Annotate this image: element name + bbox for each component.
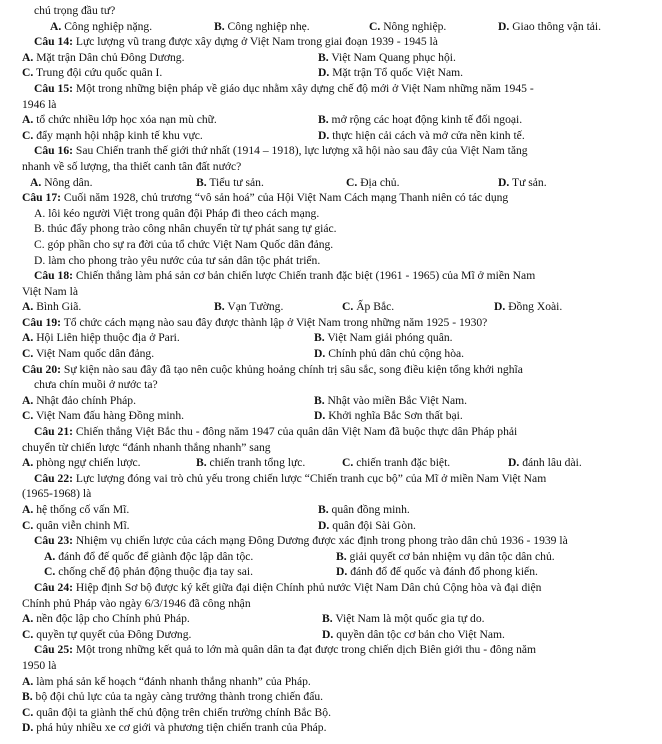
option-label: B. [336, 549, 347, 563]
option-label: A. [34, 206, 46, 220]
question-14-options-row2 [22, 65, 648, 81]
stem-text: Chính phủ Pháp vào ngày 6/3/1946 đã công nhận [22, 596, 251, 610]
question-16-stem [22, 143, 648, 159]
option-label: B. [318, 503, 329, 516]
question-20-stem-line2 [22, 377, 648, 393]
option-c: quân đội ta giành thế chủ động trên chiến trường chính Bắc Bộ. [36, 705, 331, 719]
question-14-stem [22, 34, 648, 50]
option-label: B. [214, 19, 225, 33]
option-a: lôi kéo người Việt trong quân đội Pháp đi theo cách mạng. [48, 206, 320, 220]
option-c: Trung đội cứu quốc quân I. [35, 66, 163, 80]
stem-text: Tổ chức cách mạng nào sau đây được thành lập ở Việt Nam trong những năm 1925 - 1930? [63, 315, 488, 329]
question-23-stem [22, 533, 648, 549]
question-24-stem [22, 580, 648, 596]
question-19-stem [22, 315, 648, 331]
option-label: D. [314, 347, 326, 361]
stem-text: 1946 là [22, 97, 57, 111]
option-a: nền độc lập cho Chính phủ Pháp. [36, 612, 190, 626]
option-label: B. [196, 175, 207, 189]
question-19-options-row2 [22, 346, 648, 362]
question-17-stem [22, 190, 648, 206]
option-label: D. [322, 627, 334, 641]
option-label: C. [34, 237, 45, 251]
question-25-stem-line2 [22, 658, 648, 674]
question-14-options-row1 [22, 50, 648, 66]
question-22-options-row2 [22, 518, 648, 534]
option-b: Nhật vào miền Bắc Việt Nam. [327, 393, 468, 407]
question-15-stem [22, 81, 648, 97]
option-d: phá hủy nhiều xe cơ giới và phương tiện chiến tranh của Pháp. [36, 721, 327, 735]
question-21-stem [22, 424, 648, 440]
option-b: Việt Nam giải phóng quân. [327, 331, 453, 345]
option-b: Việt Nam Quang phục hội. [331, 50, 456, 64]
option-label: A. [22, 612, 34, 626]
stem-text: Sau Chiến tranh thế giới thứ nhất (1914 – 1918), lực lượng xã hội nào sau đây của Việt Nam tăng [75, 144, 528, 158]
question-16-stem-line2 [22, 159, 648, 175]
option-label: D. [498, 19, 510, 33]
option-label: D. [34, 253, 46, 267]
option-b: Vạn Tường. [227, 300, 284, 314]
option-b: Công nghiệp nhẹ. [227, 19, 310, 33]
stem-text: Cuối năm 1928, chủ trương “vô sản hoá” của Hội Việt Nam Cách mạng Thanh niên có tác dụng [63, 191, 509, 205]
question-25-option-c [22, 705, 648, 721]
question-21-stem-line2 [22, 440, 648, 456]
option-a: Hội Liên hiệp thuộc địa ở Pari. [36, 331, 180, 345]
question-17-option-c [22, 237, 648, 253]
option-label: A. [22, 503, 34, 516]
option-label: A. [44, 549, 56, 563]
question-23-options-row1 [22, 549, 648, 565]
question-15-options-row1 [22, 112, 648, 128]
option-c: Địa chủ. [360, 175, 400, 189]
option-label: C. [22, 627, 34, 641]
exam-page [22, 3, 648, 736]
question-15-options-row2 [22, 128, 648, 144]
option-label: B. [322, 612, 333, 626]
option-b: giải quyết cơ bản nhiệm vụ dân tộc dân chủ. [349, 549, 555, 563]
question-18-stem-line2 [22, 284, 648, 300]
option-a: Nông dân. [44, 175, 93, 189]
question-22-options-row1 [22, 502, 648, 518]
question-18-options [22, 299, 648, 315]
question-20-options-row2 [22, 408, 648, 424]
option-d: Khởi nghĩa Bắc Sơn thất bại. [328, 409, 463, 423]
option-label: D. [494, 300, 506, 314]
option-label: B. [318, 50, 329, 64]
question-19-options-row1 [22, 330, 648, 346]
question-21-options [22, 455, 648, 471]
option-c: Việt Nam quốc dân đảng. [35, 347, 155, 361]
question-number: Câu 19: [22, 315, 61, 329]
option-label: D. [314, 409, 326, 423]
option-d: Tư sản. [511, 175, 547, 189]
option-c: chiến tranh đặc biệt. [356, 456, 451, 470]
stem-text: Lực lượng đóng vai trò chủ yếu trong chiến lược “Chiến tranh cục bộ” của Mĩ ở miền Nam Việt Nam [75, 471, 547, 485]
option-label: A. [22, 331, 34, 345]
option-label: C. [44, 565, 56, 579]
option-d: Chính phủ dân chủ cộng hòa. [328, 347, 465, 361]
stem-text: Lực lượng vũ trang được xây dựng ở Việt Nam trong giai đoạn 1939 - 1945 là [75, 35, 438, 49]
option-a: làm phá sản kế hoạch “đánh nhanh thắng nhanh” của Pháp. [36, 674, 311, 688]
option-label: A. [50, 19, 62, 33]
option-d: Giao thông vận tải. [512, 19, 602, 33]
question-number: Câu 14: [34, 35, 73, 49]
option-d: Đồng Xoài. [508, 300, 563, 314]
question-24-options-row1 [22, 611, 648, 627]
option-d: làm cho phong trào yêu nước của tư sản dân tộc phát triển. [48, 253, 321, 267]
option-c: Việt Nam đấu hàng Đồng minh. [35, 409, 185, 423]
option-label: D. [336, 565, 348, 579]
question-25-stem [22, 642, 648, 658]
question-25-option-a [22, 674, 648, 690]
option-label: D. [22, 721, 34, 735]
question-25-option-d [22, 720, 648, 736]
option-label: C. [22, 347, 34, 361]
question-number: Câu 16: [34, 144, 73, 158]
option-c: Ấp Bắc. [356, 300, 395, 314]
stem-text: chưa chín muồi ở nước ta? [34, 378, 158, 392]
stem-text: chuyển từ chiến lược “đánh nhanh thắng nhanh” sang [22, 440, 271, 454]
option-b: bộ đội chủ lực của ta ngày càng trưởng thành trong chiến đấu. [35, 690, 324, 704]
question-24-stem-line2 [22, 596, 648, 612]
question-15-stem-line2 [22, 97, 648, 113]
option-label: C. [342, 300, 354, 314]
question-number: Câu 15: [34, 81, 73, 95]
option-label: D. [318, 66, 330, 80]
question-number: Câu 25: [34, 643, 73, 657]
option-d: đánh đổ đế quốc và đánh đổ phong kiến. [350, 565, 538, 579]
option-label: A. [30, 175, 42, 189]
option-label: B. [314, 331, 325, 345]
option-c: chống chế độ phản động thuộc địa tay sai. [58, 565, 253, 579]
option-c: góp phần cho sự ra đời của tổ chức Việt Nam Quốc dân đảng. [47, 237, 334, 251]
question-17-option-b [22, 221, 648, 237]
stem-text: Một trong những biện pháp về giáo dục nhằm xây dựng chế độ mới ở Việt Nam những năm 1945 - [75, 81, 534, 95]
question-22-stem [22, 471, 648, 487]
option-label: A. [22, 113, 34, 127]
option-label: A. [22, 393, 34, 407]
stem-text: Sự kiện nào sau đây đã tạo nên cuộc khủng hoảng chính trị sâu sắc, song điều kiện tổng khởi nghĩa [63, 362, 523, 376]
option-b: quân đồng minh. [331, 503, 410, 516]
question-22-stem-line2 [22, 486, 648, 502]
question-25-option-b [22, 689, 648, 705]
option-c: đẩy mạnh hội nhập kinh tế khu vực. [36, 128, 203, 142]
option-label: C. [22, 518, 34, 532]
stem-text: 1950 là [22, 658, 57, 672]
option-a: Nhật đảo chính Pháp. [36, 393, 137, 407]
option-label: B. [22, 690, 33, 704]
option-b: mở rộng các hoạt động kinh tế đối ngoại. [331, 113, 523, 127]
question-number: Câu 24: [34, 580, 73, 594]
option-c: Nông nghiệp. [383, 19, 447, 33]
stem-text: Việt Nam là [22, 284, 78, 298]
option-label: C. [369, 19, 381, 33]
option-d: Mặt trận Tổ quốc Việt Nam. [332, 66, 464, 80]
option-label: C. [22, 409, 34, 423]
option-label: C. [342, 456, 354, 470]
option-label: D. [508, 456, 520, 470]
option-b: thúc đẩy phong trào công nhân chuyển từ tự phát sang tự giác. [47, 222, 337, 236]
option-label: A. [22, 50, 34, 64]
option-label: D. [318, 518, 330, 532]
option-a: Mặt trận Dân chủ Đông Dương. [36, 50, 185, 64]
option-d: quyền dân tộc cơ bản cho Việt Nam. [336, 627, 505, 641]
question-17-option-a [22, 206, 648, 222]
option-label: B. [196, 456, 207, 470]
question-number: Câu 17: [22, 191, 61, 205]
option-label: B. [318, 113, 329, 127]
option-d: thực hiện cải cách và mở cửa nền kinh tế. [332, 128, 525, 142]
question-17-option-d [22, 253, 648, 269]
option-label: C. [22, 128, 34, 142]
question-number: Câu 18: [34, 269, 73, 283]
question-23-options-row2 [22, 564, 648, 580]
option-label: A. [22, 300, 34, 314]
option-label: B. [214, 300, 225, 314]
question-13-options [22, 19, 648, 35]
option-a: hệ thống cố vấn Mĩ. [36, 503, 130, 516]
option-a: Bình Giã. [36, 300, 82, 314]
question-number: Câu 22: [34, 471, 73, 485]
option-label: D. [318, 128, 330, 142]
option-label: D. [498, 175, 510, 189]
option-label: B. [314, 393, 325, 407]
option-label: C. [346, 175, 358, 189]
question-number: Câu 23: [34, 534, 73, 548]
option-label: A. [22, 456, 34, 470]
question-number: Câu 21: [34, 425, 73, 439]
question-13-stem-tail [22, 3, 648, 19]
stem-text: Chiến thắng Việt Bắc thu - đông năm 1947 của quân dân Việt Nam đã buộc thực dân Pháp phải [75, 425, 518, 439]
option-a: đánh đổ đế quốc để giành độc lập dân tộc. [58, 549, 254, 563]
question-number: Câu 20: [22, 362, 61, 376]
option-label: C. [22, 66, 34, 80]
stem-text: Nhiệm vụ chiến lược của cách mạng Đông Dương được xác định trong phong trào dân chủ 1936 - 1939 là [75, 534, 568, 548]
option-label: C. [22, 705, 34, 719]
option-c: quân viễn chinh Mĩ. [36, 518, 130, 532]
option-d: quân đội Sài Gòn. [332, 518, 416, 532]
question-20-options-row1 [22, 393, 648, 409]
option-a: phòng ngự chiến lược. [36, 456, 141, 470]
option-a: tổ chức nhiều lớp học xóa nạn mù chữ. [36, 113, 217, 127]
question-16-options [22, 175, 648, 191]
stem-text: Một trong những kết quả to lớn mà quân dân ta đạt được trong chiến dịch Biên giới thu - đông năm [75, 643, 537, 657]
question-24-options-row2 [22, 627, 648, 643]
stem-text: chú trọng đầu tư? [34, 4, 116, 17]
stem-text: Chiến thắng làm phá sản cơ bản chiến lược Chiến tranh đặc biệt (1961 - 1965) của Mĩ ở miền Nam [75, 269, 536, 283]
stem-text: Hiệp định Sơ bộ được ký kết giữa đại diện Chính phủ nước Việt Nam Dân chủ Cộng hòa và đại diện [75, 580, 542, 594]
option-label: B. [34, 222, 45, 236]
stem-text: (1965-1968) là [22, 487, 92, 501]
option-b: Việt Nam là một quốc gia tự do. [335, 612, 485, 626]
option-d: đánh lâu dài. [522, 456, 582, 470]
option-label: A. [22, 674, 34, 688]
option-b: Tiểu tư sản. [209, 175, 264, 189]
option-a: Công nghiệp nặng. [64, 19, 153, 33]
stem-text: nhanh về số lượng, tha thiết canh tân đất nước? [22, 159, 242, 173]
option-b: chiến tranh tổng lực. [209, 456, 306, 470]
option-c: quyền tự quyết của Đông Dương. [36, 627, 192, 641]
question-18-stem [22, 268, 648, 284]
question-20-stem [22, 362, 648, 378]
